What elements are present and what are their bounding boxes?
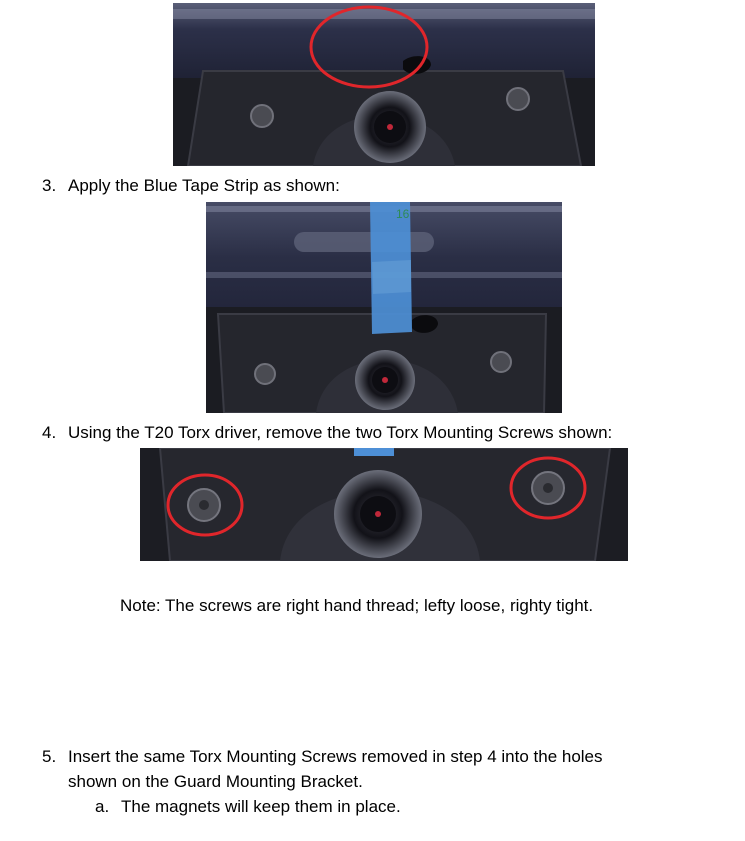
substep-a xyxy=(95,797,401,817)
step-4-text: Using the T20 Torx driver, remove the two Torx Mounting Screws shown: xyxy=(68,423,613,442)
note: Note: The screws are right hand thread; lefty loose, righty tight. xyxy=(120,596,594,615)
step-3 xyxy=(42,176,340,196)
step-5-text-line1: Insert the same Torx Mounting Screws removed in step 4 into the holes xyxy=(68,747,603,766)
photo-torx-screws-circled xyxy=(140,448,628,561)
step-5-number: 5. xyxy=(42,747,57,766)
mounting-screw-left xyxy=(255,364,275,384)
tape-marking: 16 xyxy=(396,207,410,221)
step-4 xyxy=(42,423,613,443)
trunk-emblem xyxy=(294,232,434,252)
step-3-text: Apply the Blue Tape Strip as shown: xyxy=(68,176,340,195)
photo-camera-gap-circled xyxy=(173,3,595,166)
substep-a-text: The magnets will keep them in place. xyxy=(121,797,401,816)
step-4-number: 4. xyxy=(42,423,57,442)
step-5-continued: shown on the Guard Mounting Bracket. xyxy=(68,772,363,791)
mounting-screw-left xyxy=(251,105,273,127)
blue-tape-strip xyxy=(354,448,394,456)
step-3-number: 3. xyxy=(42,176,57,195)
step-5 xyxy=(42,747,603,767)
substep-a-letter: a. xyxy=(95,797,110,816)
mounting-screw-right xyxy=(507,88,529,110)
photo-blue-tape-applied xyxy=(206,202,562,413)
mounting-screw-right xyxy=(491,352,511,372)
